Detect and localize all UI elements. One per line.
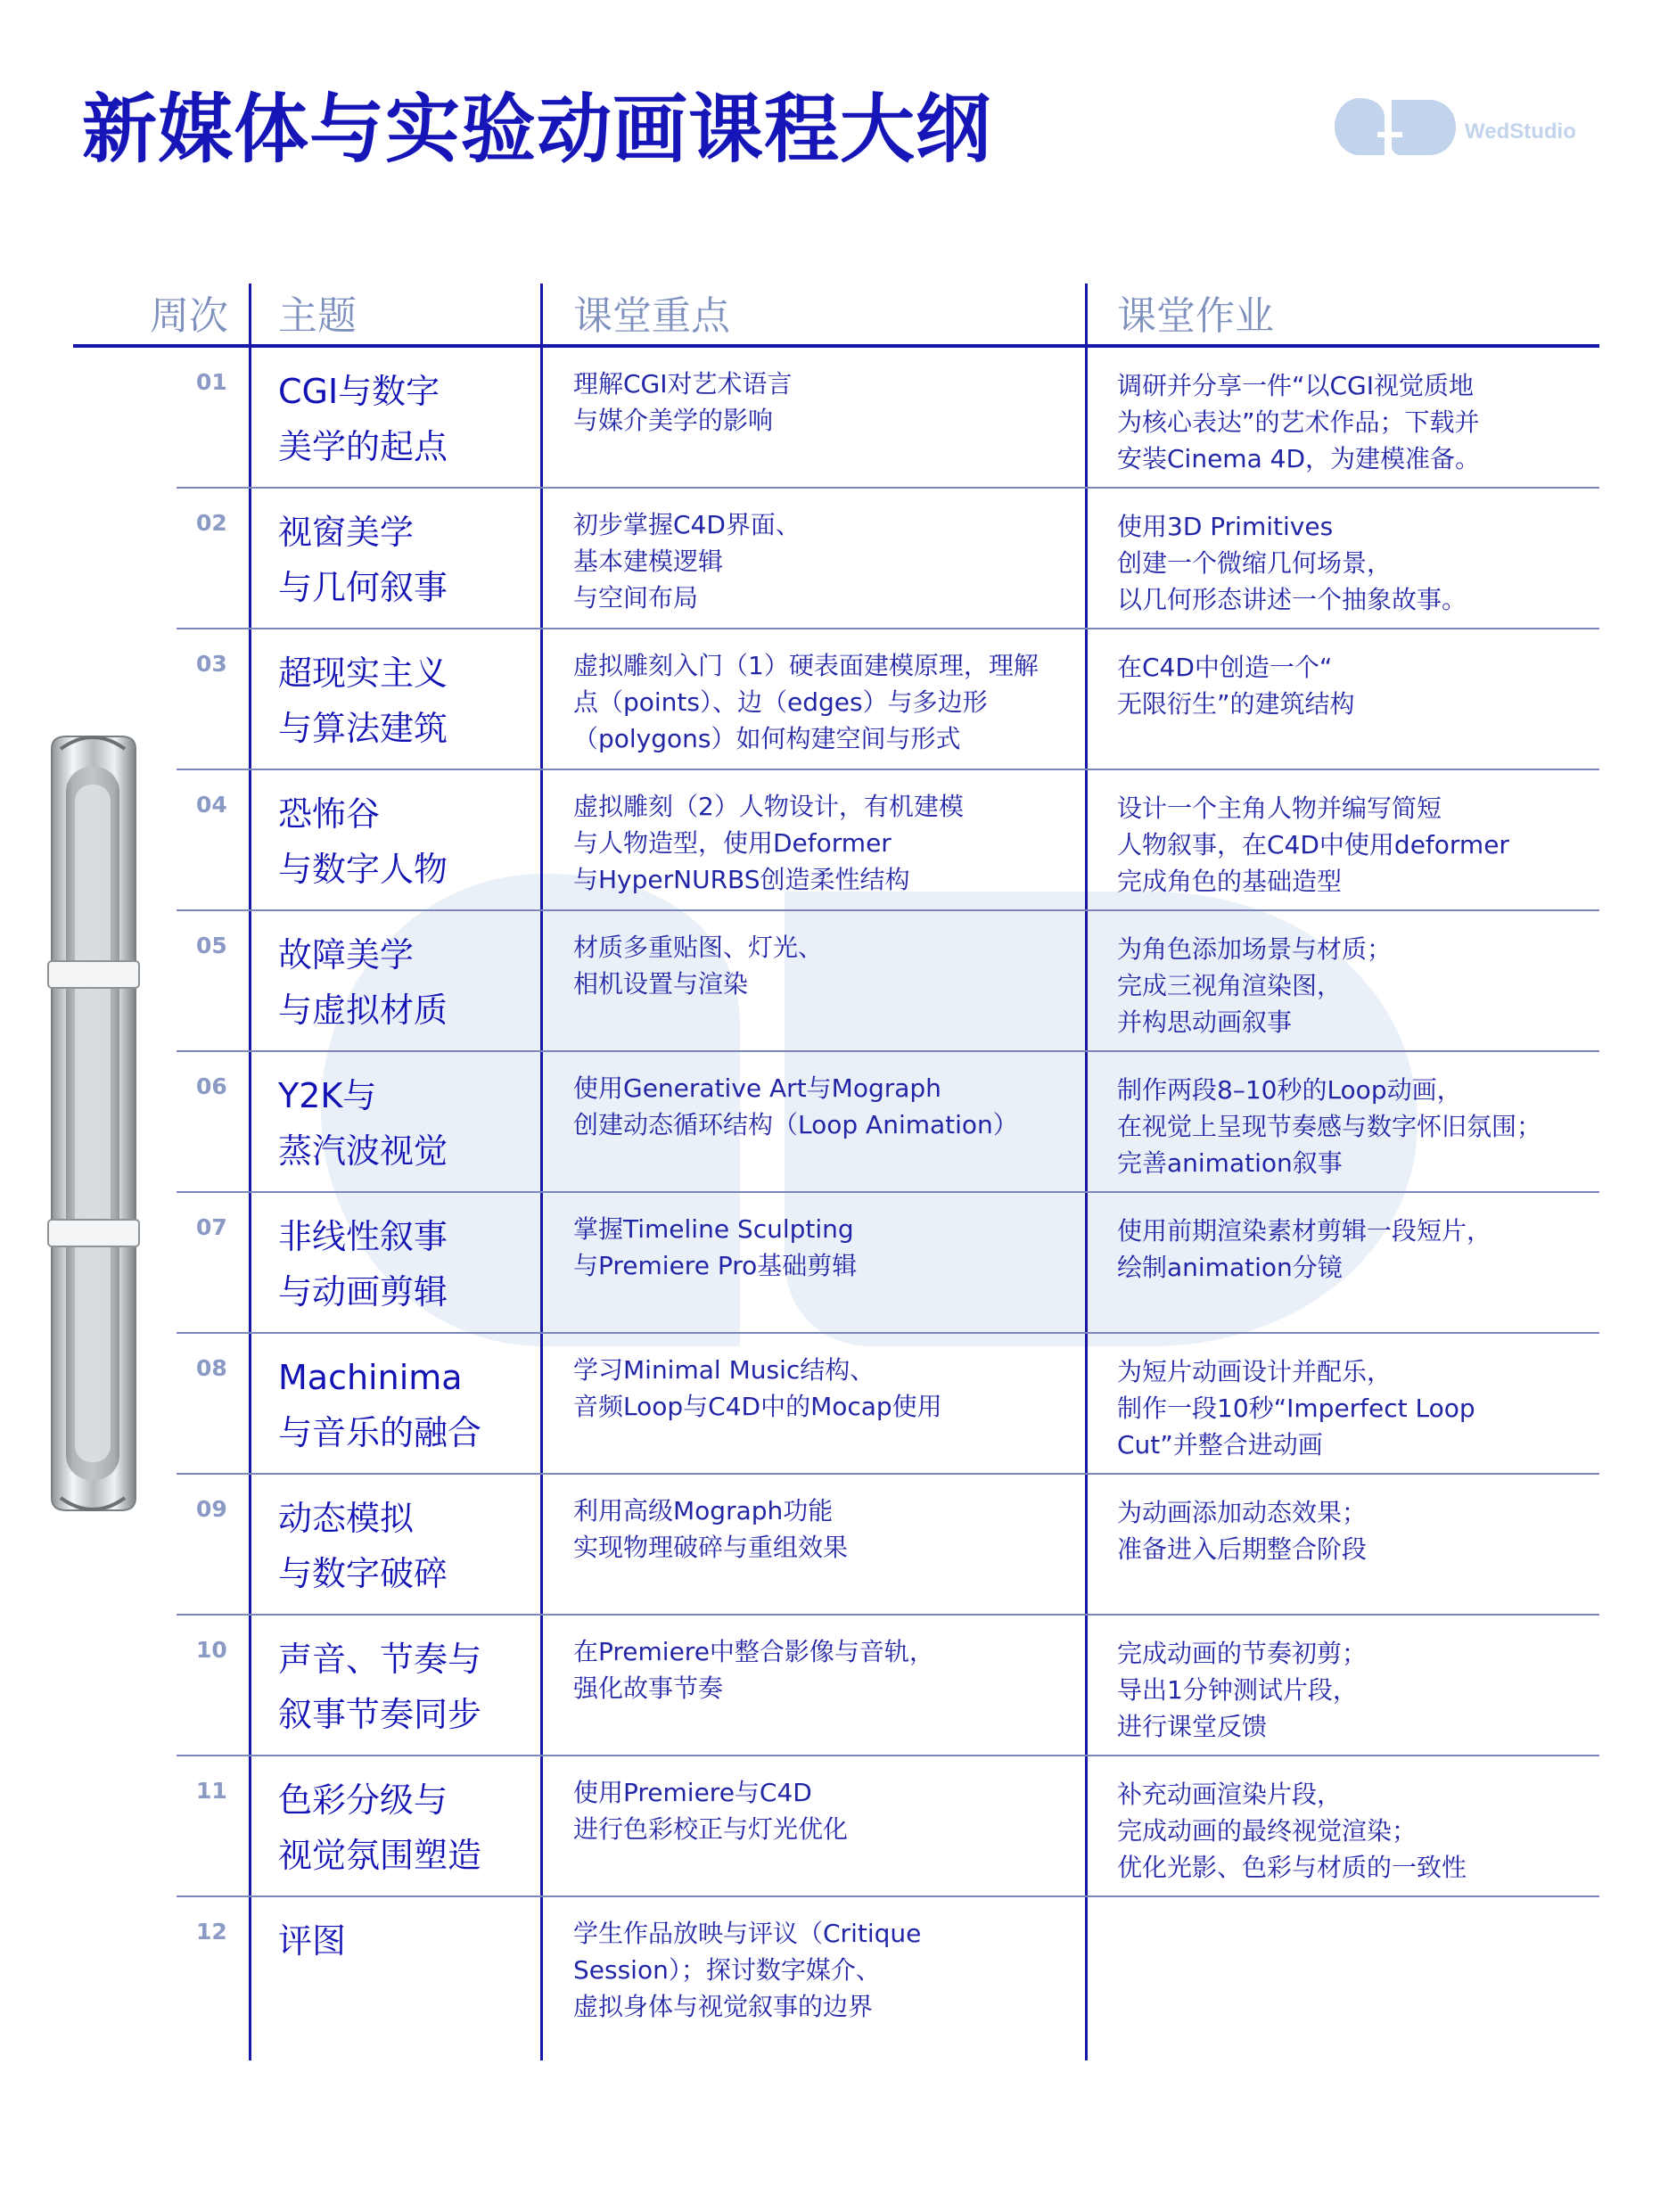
week-number: 03: [196, 651, 227, 677]
topic-title: 恐怖谷 与数字人物: [278, 794, 448, 889]
table-row: [0, 1616, 1660, 1756]
table-row: [0, 1475, 1660, 1616]
topic-title: 视窗美学 与几何叙事: [278, 513, 448, 607]
topic-title: 超现实主义 与算法建筑: [278, 654, 448, 748]
homework: 完成动画的节奏初剪； 导出1分钟测试片段， 进行课堂反馈: [1117, 1639, 1368, 1741]
page-title: 新媒体与实验动画课程大纲: [82, 86, 992, 173]
class-focus: 学习Minimal Music结构、 音频Loop与C4D中的Mocap使用: [573, 1355, 942, 1421]
week-number: 12: [196, 1919, 227, 1945]
topic-title: 色彩分级与 视觉氛围塑造: [278, 1780, 482, 1875]
class-focus: 利用高级Mograph功能 实现物理破碎与重组效果: [573, 1496, 849, 1562]
class-focus: 在Premiere中整合影像与音轨， 强化故事节奏: [573, 1637, 934, 1703]
week-number: 08: [196, 1355, 227, 1381]
topic-title: 评图: [278, 1921, 347, 1961]
week-number: 02: [196, 510, 227, 536]
homework: 设计一个主角人物并编写简短 人物叙事，在C4D中使用deformer 完成角色的基础造型: [1117, 794, 1509, 896]
homework: 在C4D中创造一个“ 无限衍生”的建筑结构: [1117, 653, 1355, 719]
homework: 使用3D Primitives 创建一个微缩几何场景， 以几何形态讲述一个抽象故事。: [1117, 512, 1467, 614]
class-focus: 虚拟雕刻（2）人物设计，有机建模 与人物造型，使用Deformer 与HyperNURBS创造柔性结构: [573, 792, 964, 894]
homework: 使用前期渲染素材剪辑一段短片， 绘制animation分镜: [1117, 1216, 1492, 1282]
week-number: 11: [196, 1778, 227, 1804]
logo-text: WedStudio: [1465, 119, 1576, 144]
class-focus: 学生作品放映与评议（Critique Session）；探讨数字媒介、 虚拟身体与视觉叙事的边界: [573, 1919, 922, 2021]
homework: 为动画添加动态效果； 准备进入后期整合阶段: [1117, 1498, 1368, 1564]
topic-title: 动态模拟 与数字破碎: [278, 1499, 448, 1593]
week-number: 06: [196, 1073, 227, 1099]
week-number: 07: [196, 1214, 227, 1240]
table-row: [0, 1897, 1660, 2038]
column-header-focus: 课堂重点: [573, 293, 730, 339]
week-number: 01: [196, 369, 227, 395]
table-row: [0, 770, 1660, 911]
class-focus: 虚拟雕刻入门（1）硬表面建模原理，理解 点（points）、边（edges）与多边形 （polygons）如何构建空间与形式: [573, 651, 1039, 753]
week-number: 10: [196, 1637, 227, 1663]
table-row: [0, 1052, 1660, 1193]
table-row: [0, 629, 1660, 770]
homework: 制作两段8–10秒的Loop动画， 在视觉上呈现节奏感与数字怀旧氛围； 完善animation叙事: [1117, 1075, 1542, 1178]
week-number: 04: [196, 792, 227, 818]
table-row: [0, 348, 1660, 489]
class-focus: 初步掌握C4D界面、 基本建模逻辑 与空间布局: [573, 510, 801, 613]
column-header-topic: 主题: [278, 293, 357, 339]
class-focus: 掌握Timeline Sculpting 与Premiere Pro基础剪辑: [573, 1214, 858, 1280]
topic-title: Machinima 与音乐的融合: [278, 1358, 482, 1452]
column-header-week: 周次: [150, 293, 228, 339]
class-focus: 使用Generative Art与Mograph 创建动态循环结构（Loop Animation）: [573, 1073, 1018, 1139]
table-row: [0, 1334, 1660, 1475]
week-number: 05: [196, 933, 227, 958]
table-row: [0, 489, 1660, 629]
topic-title: 故障美学 与虚拟材质: [278, 935, 448, 1030]
class-focus: 材质多重贴图、灯光、 相机设置与渲染: [573, 933, 824, 999]
week-number: 09: [196, 1496, 227, 1522]
homework: 补充动画渲染片段， 完成动画的最终视觉渲染； 优化光影、色彩与材质的一致性: [1117, 1780, 1467, 1882]
column-header-homework: 课堂作业: [1117, 293, 1274, 339]
topic-title: 非线性叙事 与动画剪辑: [278, 1217, 448, 1312]
table-row: [0, 1756, 1660, 1897]
class-focus: 使用Premiere与C4D 进行色彩校正与灯光优化: [573, 1778, 849, 1844]
topic-title: 声音、节奏与 叙事节奏同步: [278, 1640, 482, 1734]
homework: 调研并分享一件“以CGI视觉质地 为核心表达”的艺术作品；下载并 安装Cinema 4D，为建模准备。: [1117, 371, 1481, 473]
table-row: [0, 1193, 1660, 1334]
class-focus: 理解CGI对艺术语言 与媒介美学的影响: [573, 369, 793, 435]
homework: 为角色添加场景与材质； 完成三视角渲染图， 并构思动画叙事: [1117, 934, 1393, 1037]
topic-title: Y2K与 蒸汽波视觉: [278, 1076, 448, 1171]
topic-title: CGI与数字 美学的起点: [278, 372, 448, 466]
homework: 为短片动画设计并配乐， 制作一段10秒“Imperfect Loop Cut”并整合进动画: [1117, 1357, 1475, 1460]
table-row: [0, 911, 1660, 1052]
